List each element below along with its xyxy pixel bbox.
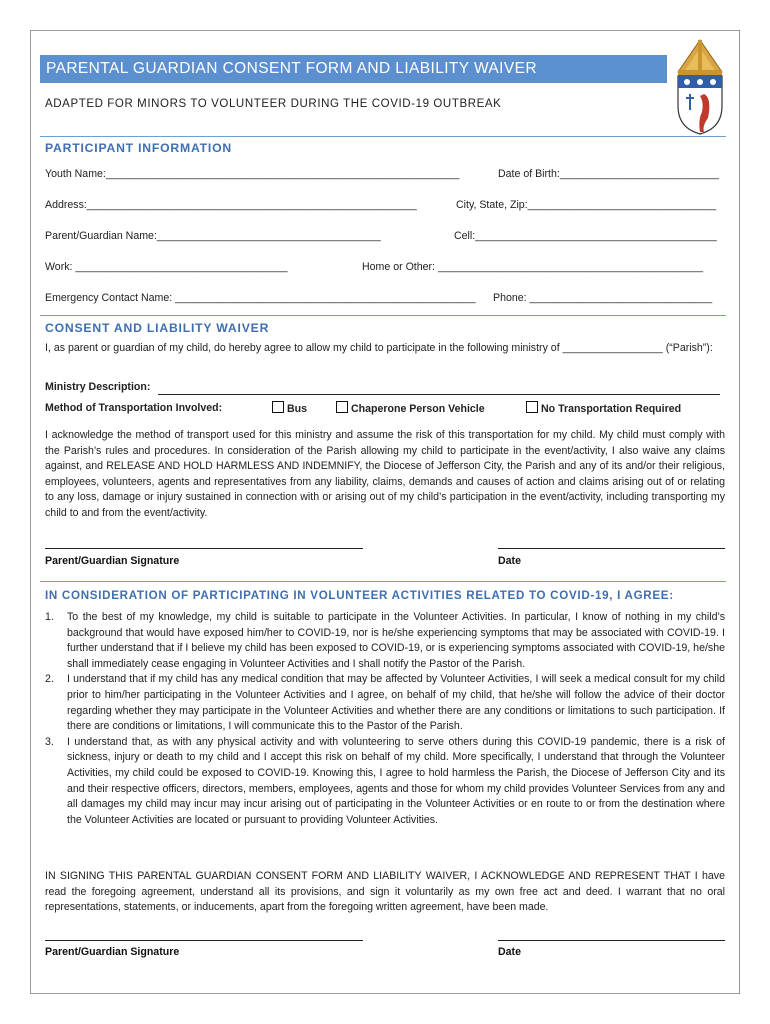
- list-item: 2. I understand that if my child has any medical condition that may be affected by Volunteer Activities, I will seek a medical consult for my child prior to him/her participating in the Volunteer Activities and I agree, on behalf of my child, that he/she will follow the advice of their doctor regarding whether they may participate in the Volunteer Activities and whether there are any conditions or limitations to such participation. If there are conditions or limitations, I will communicate this to the Pastor of the Parish.: [45, 673, 725, 733]
- address-field[interactable]: Address:________________________________________________________: [45, 199, 417, 211]
- covid-agreement-list: [45, 610, 725, 828]
- ministry-description-input[interactable]: [158, 394, 720, 395]
- no-transport-checkbox[interactable]: No Transportation Required: [526, 401, 681, 415]
- transport-label: Method of Transportation Involved:: [45, 402, 223, 414]
- consent-signature-line[interactable]: [45, 548, 363, 549]
- participant-heading: PARTICIPANT INFORMATION: [45, 141, 232, 155]
- dob-field[interactable]: Date of Birth:___________________________: [498, 168, 719, 180]
- final-signature-line[interactable]: [45, 940, 363, 941]
- checkbox-icon: [526, 401, 538, 413]
- final-date-line[interactable]: [498, 940, 725, 941]
- list-item: 3. I understand that, as with any physical activity and with volunteering to serve others during this COVID-19 pandemic, there is a risk of sickness, injury or death to my child and I accept this risk on behalf of my child. More specifically, I understand that through the Volunteer Activities, my child could be exposed to COVID-19. Knowing this, I agree to hold harmless the Parish, the Diocese of Jefferson City and its and their respective officers, directors, members, employees, agents and those for whom my child provides Volunteer Services from any and all damages my child may incur may incur arising out of participating in the Volunteer Activities or en route to or from the destination where the Volunteer Activities are located or pursuant to providing Volunteer Activities.: [45, 735, 725, 826]
- final-signature-label: Parent/Guardian Signature: [45, 946, 180, 958]
- cell-field[interactable]: Cell:_________________________________________: [454, 230, 717, 242]
- section-divider: [40, 581, 726, 582]
- form-subtitle: ADAPTED FOR MINORS TO VOLUNTEER DURING THE COVID-19 OUTBREAK: [45, 98, 502, 110]
- consent-signature-label: Parent/Guardian Signature: [45, 555, 180, 567]
- youth-name-field[interactable]: Youth Name:____________________________________________________________: [45, 168, 460, 180]
- checkbox-icon: [336, 401, 348, 413]
- final-date-label: Date: [498, 946, 521, 958]
- ministry-description-label: Ministry Description:: [45, 381, 151, 393]
- emergency-contact-field[interactable]: Emergency Contact Name: ___________________________________________________: [45, 292, 476, 304]
- chaperone-vehicle-checkbox[interactable]: Chaperone Person Vehicle: [336, 401, 485, 415]
- home-phone-field[interactable]: Home or Other: _____________________________________________: [362, 261, 704, 273]
- diocese-crest-icon: [664, 36, 736, 136]
- section-divider: [40, 315, 726, 316]
- consent-date-label: Date: [498, 555, 521, 567]
- section-divider: [40, 136, 726, 137]
- covid-heading: IN CONSIDERATION OF PARTICIPATING IN VOLUNTEER ACTIVITIES RELATED TO COVID-19, I AGREE:: [45, 589, 674, 602]
- work-phone-field[interactable]: Work: ____________________________________: [45, 261, 288, 273]
- consent-intro: I, as parent or guardian of my child, do hereby agree to allow my child to participate in the following ministry of _________________ (“Parish”):: [45, 342, 713, 354]
- list-item: 1. To the best of my knowledge, my child is suitable to participate in the Volunteer Activities. In particular, I know of nothing in my child’s background that would have exposed him/her to COVID-19, nor is he/she experiencing symptoms that may be associated with COVID-19. I further understand that if I believe my child has been exposed to COVID-19, or is experiencing symptoms associated with COVID-19, he/she shall immediately cease engaging in Volunteer Activities and I shall notify the Pastor of the Parish.: [45, 611, 725, 670]
- form-title: PARENTAL GUARDIAN CONSENT FORM AND LIABILITY WAIVER: [40, 55, 667, 83]
- city-state-zip-field[interactable]: City, State, Zip:________________________________: [456, 199, 717, 211]
- bus-checkbox[interactable]: Bus: [272, 401, 307, 415]
- acknowledge-paragraph: I acknowledge the method of transport used for this ministry and assume the risk of this transportation for my child. My child must comply with the Parish’s rules and procedures. In consideration of the Parish allowing my child to participate in the event/activity, I also waive any claims against, and RELEASE AND HOLD HARMLESS AND INDEMNIFY, the Diocese of Jefferson City, the Parish and any of its and/or their religious, employees, volunteers, agents and representatives from any liability, claims, demands and causes of action and claims arising out of or relating to any loss, damage or injury sustained in connection with or arising out of my child’s participation in the event/activity, including transporting my child to and from the event/activity.: [45, 429, 725, 519]
- consent-date-line[interactable]: [498, 548, 725, 549]
- consent-heading: CONSENT AND LIABILITY WAIVER: [45, 321, 270, 335]
- parent-name-field[interactable]: Parent/Guardian Name:______________________________________: [45, 230, 381, 242]
- closing-paragraph: IN SIGNING THIS PARENTAL GUARDIAN CONSENT FORM AND LIABILITY WAIVER, I ACKNOWLEDGE AND REPRESENT THAT I have read the foregoing agreement, understand all its provisions, and sign it voluntarily as my own free act and deed. I warrant that no oral representations, statements, or inducements, apart from the foregoing written agreement, have been made.: [45, 870, 725, 914]
- checkbox-icon: [272, 401, 284, 413]
- emergency-phone-field[interactable]: Phone: _______________________________: [493, 292, 713, 304]
